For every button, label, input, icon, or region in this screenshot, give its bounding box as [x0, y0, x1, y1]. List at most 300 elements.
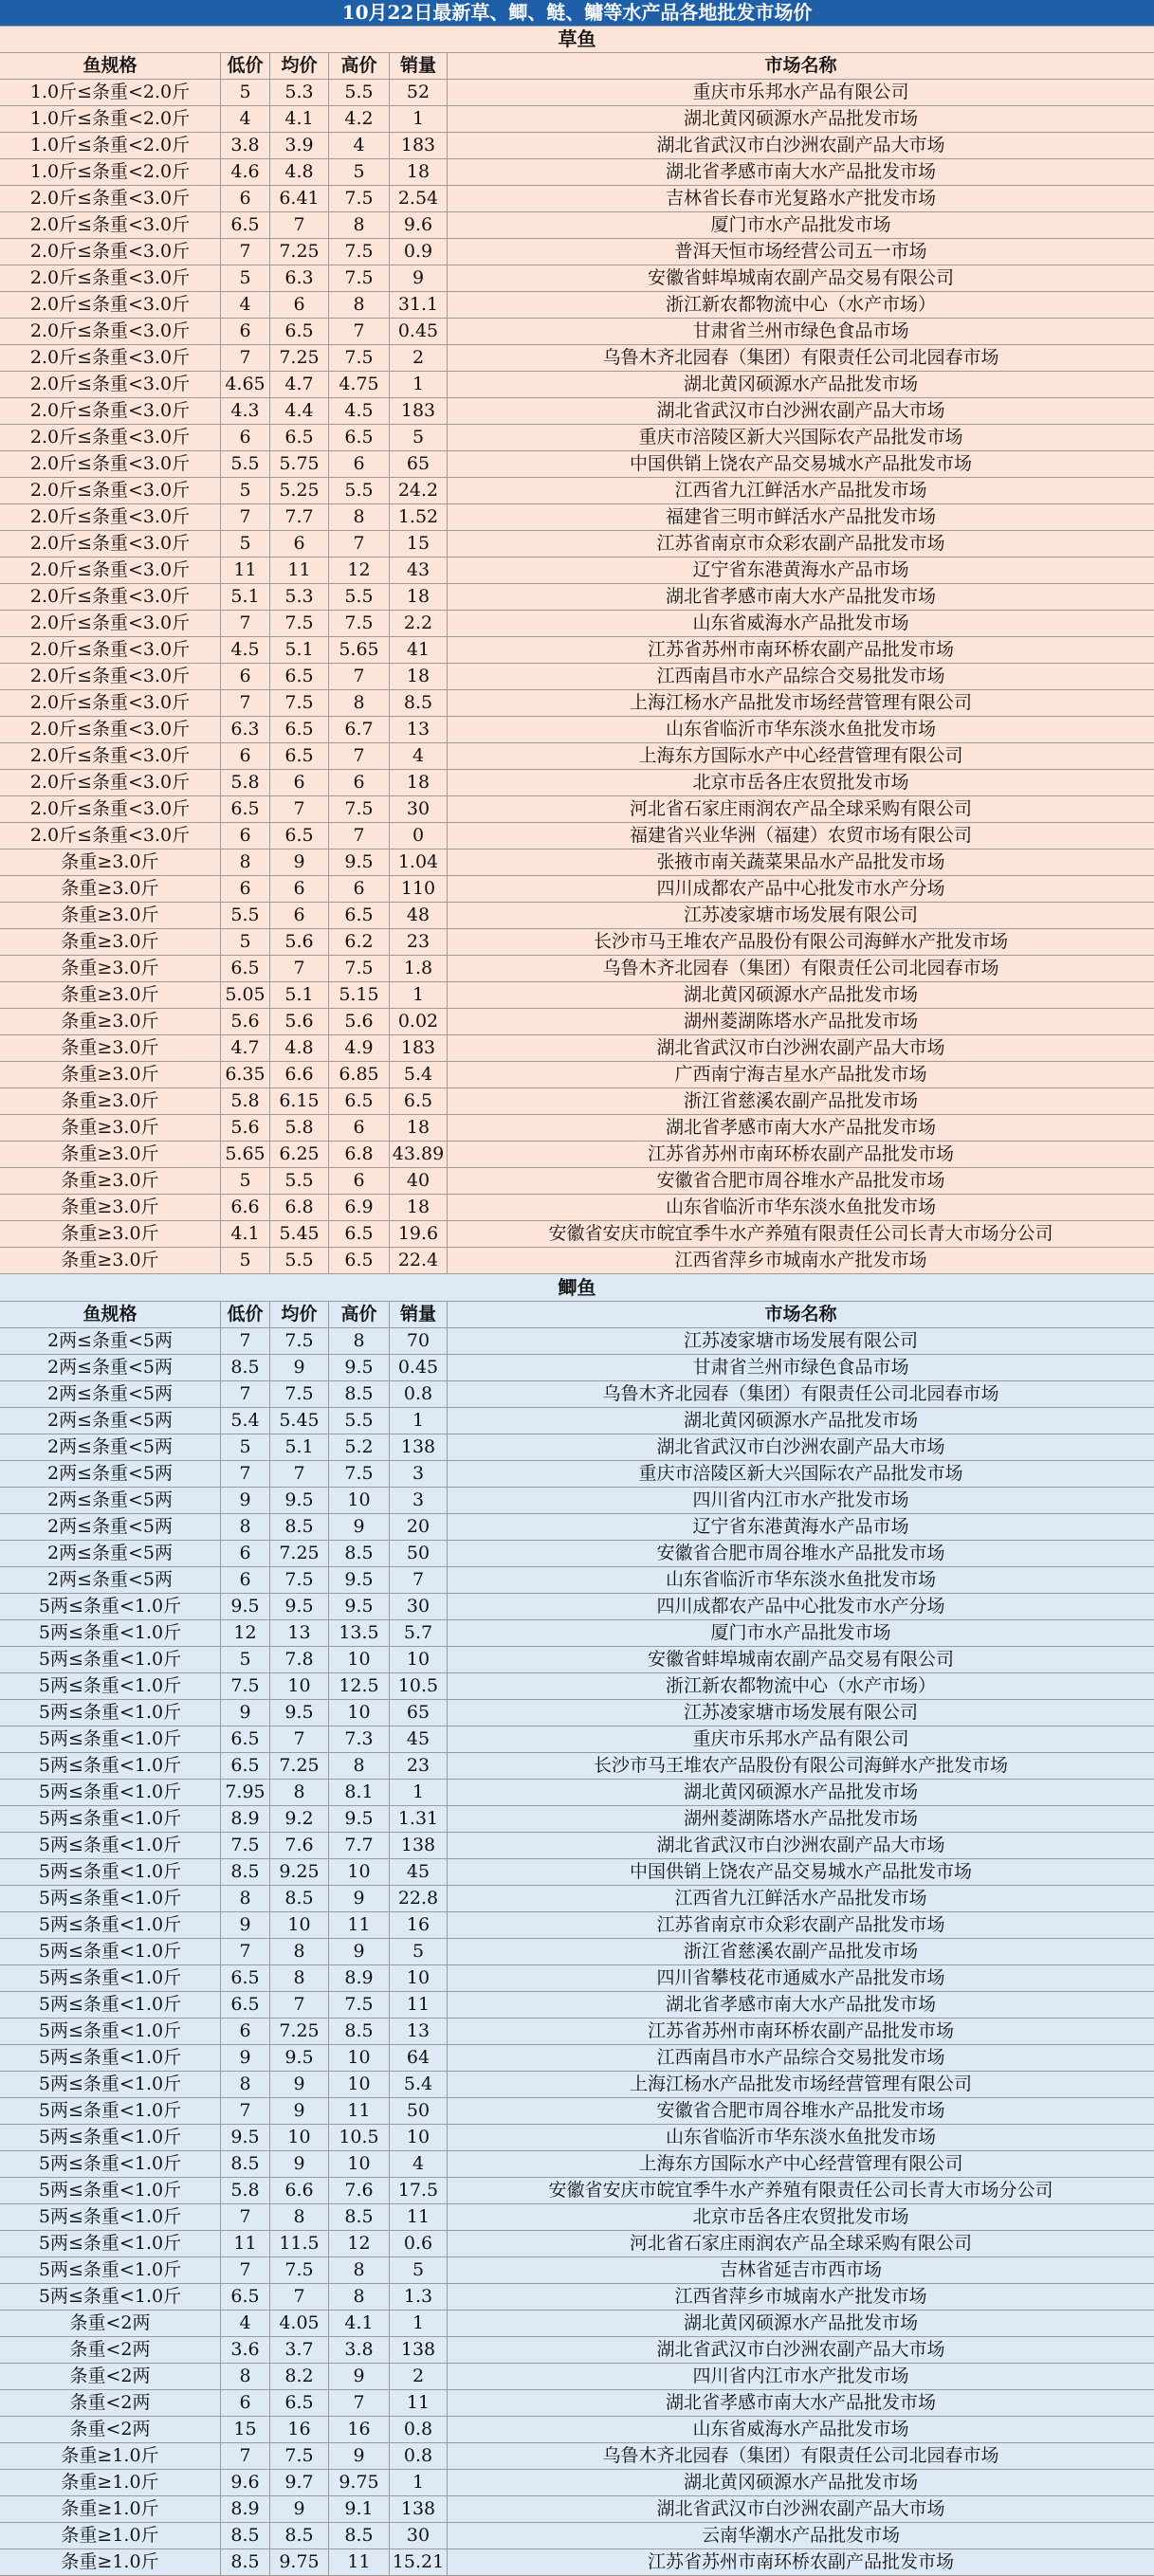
- row-cell-2: 6: [270, 770, 329, 795]
- row-cell-3: 9: [329, 1939, 390, 1964]
- row-cell-4: 0.8: [390, 1381, 448, 1407]
- row-cell-0: 5两≤条重<1.0斤: [0, 2045, 221, 2071]
- row-cell-3: 7: [329, 2390, 390, 2416]
- row-cell-2: 13: [270, 1620, 329, 1646]
- row-cell-4: 48: [390, 903, 448, 928]
- row-cell-3: 4.9: [329, 1035, 390, 1061]
- row-cell-1: 6.5: [221, 2284, 270, 2310]
- table-row: [0, 1620, 1154, 1647]
- row-cell-3: 7.7: [329, 1833, 390, 1858]
- row-cell-2: 6: [270, 292, 329, 318]
- row-cell-4: 0.6: [390, 2231, 448, 2256]
- row-cell-3: 7: [329, 823, 390, 849]
- row-cell-5: 重庆市乐邦水产品有限公司: [692, 1728, 909, 1749]
- row-cell-1: 6.3: [221, 717, 270, 742]
- table-row: [0, 796, 1154, 823]
- header-cell-0: 鱼规格: [0, 53, 221, 79]
- row-cell-4: 45: [390, 1726, 448, 1752]
- row-cell-0: 2.0斤≤条重<3.0斤: [0, 372, 221, 397]
- table-row: [0, 319, 1154, 345]
- row-cell-1: 8: [221, 850, 270, 875]
- row-cell-4: 7: [390, 1567, 448, 1593]
- row-cell-1: 3.6: [221, 2337, 270, 2363]
- row-cell-5: 湖北省武汉市白沙洲农副产品大市场: [656, 400, 945, 421]
- row-cell-2: 6.5: [270, 425, 329, 450]
- row-cell-1: 5: [221, 1434, 270, 1460]
- row-cell-5: 北京市岳各庄农贸批发市场: [692, 2206, 909, 2227]
- row-cell-5: 山东省临沂市华东淡水鱼批发市场: [665, 1569, 936, 1590]
- row-cell-2: 7: [270, 2284, 329, 2310]
- row-cell-1: 4: [221, 106, 270, 132]
- row-cell-5: 长沙市马王堆农产品股份有限公司海鲜水产批发市场: [593, 1755, 1008, 1776]
- table-row: [0, 1009, 1154, 1035]
- row-cell-3: 12.5: [329, 1673, 390, 1699]
- row-cell-0: 5两≤条重<1.0斤: [0, 1726, 221, 1752]
- table-row: [0, 1833, 1154, 1859]
- row-cell-5: 江西省九江鲜活水产品批发市场: [674, 480, 927, 501]
- row-cell-2: 7.5: [270, 611, 329, 636]
- row-cell-0: 条重≥3.0斤: [0, 1115, 221, 1141]
- row-cell-1: 5.65: [221, 1142, 270, 1167]
- row-cell-3: 7.3: [329, 1726, 390, 1752]
- row-cell-3: 3.8: [329, 2337, 390, 2363]
- row-cell-3: 16: [329, 2417, 390, 2442]
- row-cell-3: 9: [329, 2364, 390, 2389]
- row-cell-4: 5: [390, 2257, 448, 2283]
- row-cell-0: 2两≤条重<5两: [0, 1328, 221, 1354]
- table-row: [0, 1673, 1154, 1700]
- row-cell-3: 6.7: [329, 717, 390, 742]
- row-cell-5: 上海东方国际水产中心经营管理有限公司: [638, 2153, 963, 2174]
- row-cell-4: 138: [390, 2496, 448, 2522]
- table-row: [0, 2364, 1154, 2390]
- row-cell-3: 9.5: [329, 850, 390, 875]
- row-cell-5: 中国供销上饶农产品交易城水产品批发市场: [629, 1861, 972, 1882]
- row-cell-2: 5.75: [270, 451, 329, 477]
- row-cell-5: 重庆市涪陵区新大兴国际农产品批发市场: [638, 1463, 963, 1484]
- row-cell-3: 4: [329, 133, 390, 158]
- row-cell-4: 22.4: [390, 1248, 448, 1273]
- header-cell-4: 销量: [390, 1302, 448, 1327]
- row-cell-0: 5两≤条重<1.0斤: [0, 2151, 221, 2177]
- row-cell-0: 2.0斤≤条重<3.0斤: [0, 611, 221, 636]
- row-cell-0: 1.0斤≤条重<2.0斤: [0, 133, 221, 158]
- row-cell-3: 9: [329, 1886, 390, 1911]
- row-cell-4: 2.2: [390, 611, 448, 636]
- row-cell-3: 5.6: [329, 1009, 390, 1034]
- row-cell-3: 6.5: [329, 1221, 390, 1247]
- row-cell-4: 4: [390, 2151, 448, 2177]
- row-cell-4: 18: [390, 584, 448, 610]
- row-cell-3: 7.5: [329, 1461, 390, 1487]
- row-cell-0: 5两≤条重<1.0斤: [0, 1780, 221, 1805]
- row-cell-1: 7: [221, 239, 270, 265]
- row-cell-0: 2.0斤≤条重<3.0斤: [0, 770, 221, 795]
- row-cell-0: 5两≤条重<1.0斤: [0, 2072, 221, 2097]
- row-cell-3: 6: [329, 876, 390, 902]
- table-row: [0, 133, 1154, 159]
- row-cell-3: 5.5: [329, 80, 390, 105]
- row-cell-0: 条重≥3.0斤: [0, 903, 221, 928]
- row-cell-1: 7.95: [221, 1780, 270, 1805]
- row-cell-2: 7.5: [270, 2257, 329, 2283]
- row-cell-4: 16: [390, 1912, 448, 1938]
- table-row: [0, 717, 1154, 743]
- row-cell-4: 1.52: [390, 504, 448, 530]
- header-cell-3: 高价: [329, 53, 390, 79]
- row-cell-4: 23: [390, 1753, 448, 1779]
- row-cell-5: 浙江新农都物流中心（水产市场）: [665, 294, 936, 315]
- row-cell-2: 5.6: [270, 929, 329, 955]
- row-cell-2: 9.5: [270, 2045, 329, 2071]
- table-row: [0, 1647, 1154, 1673]
- row-cell-4: 24.2: [390, 478, 448, 503]
- row-cell-0: 条重≥3.0斤: [0, 1168, 221, 1194]
- table-row: [0, 2549, 1154, 2576]
- row-cell-0: 2.0斤≤条重<3.0斤: [0, 531, 221, 557]
- row-cell-1: 4.65: [221, 372, 270, 397]
- row-cell-2: 5.8: [270, 1115, 329, 1141]
- row-cell-4: 65: [390, 451, 448, 477]
- row-cell-5: 江苏省苏州市南环桥农副产品批发市场: [647, 2551, 954, 2572]
- row-cell-3: 11: [329, 1912, 390, 1938]
- row-cell-4: 31.1: [390, 292, 448, 318]
- row-cell-5: 辽宁省东港黄海水产品市场: [692, 559, 909, 580]
- row-cell-5: 湖北省武汉市白沙洲农副产品大市场: [656, 1037, 945, 1058]
- row-cell-1: 6: [221, 425, 270, 450]
- row-cell-3: 7.5: [329, 956, 390, 981]
- row-cell-3: 9.5: [329, 1594, 390, 1619]
- row-cell-5: 安徽省蚌埠城南农副产品交易有限公司: [647, 267, 954, 288]
- row-cell-0: 5两≤条重<1.0斤: [0, 1939, 221, 1964]
- row-cell-4: 10: [390, 2125, 448, 2150]
- row-cell-2: 11.5: [270, 2231, 329, 2256]
- table-row: [0, 929, 1154, 956]
- row-cell-0: 条重≥1.0斤: [0, 2443, 221, 2469]
- row-cell-1: 4.6: [221, 159, 270, 185]
- row-cell-3: 6: [329, 770, 390, 795]
- row-cell-5: 山东省临沂市华东淡水鱼批发市场: [665, 1197, 936, 1217]
- row-cell-2: 7.25: [270, 239, 329, 265]
- row-cell-5: 普洱天恒市场经营公司五一市场: [674, 241, 927, 262]
- row-cell-2: 9: [270, 2098, 329, 2124]
- row-cell-1: 7: [221, 2257, 270, 2283]
- row-cell-2: 9.5: [270, 1594, 329, 1619]
- table-row: [0, 2390, 1154, 2417]
- table-row: [0, 2417, 1154, 2443]
- table-row: [0, 186, 1154, 212]
- table-row: [0, 2151, 1154, 2178]
- row-cell-1: 9: [221, 1912, 270, 1938]
- row-cell-5: 山东省临沂市华东淡水鱼批发市场: [665, 2127, 936, 2147]
- row-cell-0: 2两≤条重<5两: [0, 1408, 221, 1434]
- table-row: [0, 611, 1154, 637]
- row-cell-1: 5.8: [221, 1088, 270, 1114]
- row-cell-5: 安徽省安庆市皖宜季牛水产养殖有限责任公司长青大市场分公司: [548, 2180, 1053, 2201]
- row-cell-1: 6: [221, 1541, 270, 1566]
- row-cell-5: 云南华潮水产品批发市场: [701, 2525, 900, 2546]
- row-cell-0: 2.0斤≤条重<3.0斤: [0, 504, 221, 530]
- row-cell-3: 8.9: [329, 1965, 390, 1991]
- row-cell-5: 江西省萍乡市城南水产批发市场: [674, 1250, 927, 1270]
- table-row: [0, 1035, 1154, 1062]
- row-cell-1: 4: [221, 2311, 270, 2336]
- row-cell-5: 山东省威海水产品批发市场: [692, 612, 909, 633]
- row-cell-4: 18: [390, 1195, 448, 1220]
- row-cell-0: 2两≤条重<5两: [0, 1541, 221, 1566]
- row-cell-5: 辽宁省东港黄海水产品市场: [692, 1516, 909, 1537]
- row-cell-1: 7.5: [221, 1833, 270, 1858]
- row-cell-2: 7: [270, 1992, 329, 2018]
- row-cell-0: 条重<2两: [0, 2390, 221, 2416]
- row-cell-2: 5.1: [270, 637, 329, 663]
- row-cell-5: 张掖市南关蔬菜果品水产品批发市场: [656, 851, 945, 872]
- row-cell-4: 183: [390, 1035, 448, 1061]
- row-cell-5: 安徽省蚌埠城南农副产品交易有限公司: [647, 1649, 954, 1670]
- row-cell-4: 10: [390, 1647, 448, 1672]
- row-cell-0: 条重<2两: [0, 2364, 221, 2389]
- row-cell-0: 5两≤条重<1.0斤: [0, 1859, 221, 1885]
- row-cell-5: 湖北省孝感市南大水产品批发市场: [665, 1994, 936, 2015]
- row-cell-5: 四川省内江市水产批发市场: [692, 2366, 909, 2386]
- table-row: [0, 1381, 1154, 1408]
- row-cell-4: 1.3: [390, 2284, 448, 2310]
- row-cell-5: 安徽省安庆市皖宜季牛水产养殖有限责任公司长青大市场分公司: [548, 1223, 1053, 1244]
- row-cell-4: 43.89: [390, 1142, 448, 1167]
- row-cell-5: 湖北省武汉市白沙洲农副产品大市场: [656, 2498, 945, 2519]
- table-row: [0, 664, 1154, 690]
- row-cell-1: 6: [221, 743, 270, 769]
- row-cell-1: 7: [221, 611, 270, 636]
- table-row: [0, 398, 1154, 425]
- row-cell-3: 7: [329, 743, 390, 769]
- row-cell-1: 6.6: [221, 1195, 270, 1220]
- row-cell-0: 条重≥1.0斤: [0, 2549, 221, 2575]
- row-cell-1: 6.5: [221, 956, 270, 981]
- row-cell-3: 6.5: [329, 1088, 390, 1114]
- row-cell-2: 5.5: [270, 1168, 329, 1194]
- row-cell-5: 浙江省慈溪农副产品批发市场: [683, 1090, 918, 1111]
- row-cell-3: 8.5: [329, 2019, 390, 2044]
- row-cell-0: 1.0斤≤条重<2.0斤: [0, 80, 221, 105]
- row-cell-3: 7: [329, 531, 390, 557]
- row-cell-3: 9.5: [329, 1355, 390, 1380]
- row-cell-1: 6.5: [221, 1753, 270, 1779]
- table-row: [0, 1965, 1154, 1992]
- row-cell-2: 9: [270, 2496, 329, 2522]
- row-cell-3: 10: [329, 2072, 390, 2097]
- row-cell-0: 2.0斤≤条重<3.0斤: [0, 796, 221, 822]
- row-cell-5: 吉林省延吉市西市场: [719, 2259, 882, 2280]
- row-cell-1: 5: [221, 1168, 270, 1194]
- row-cell-1: 6: [221, 1567, 270, 1593]
- row-cell-3: 11: [329, 2098, 390, 2124]
- row-cell-5: 北京市岳各庄农贸批发市场: [692, 772, 909, 793]
- row-cell-5: 安徽省合肥市周谷堆水产品批发市场: [656, 1543, 945, 1563]
- row-cell-1: 6.5: [221, 1992, 270, 2018]
- row-cell-0: 条重≥1.0斤: [0, 2523, 221, 2549]
- row-cell-2: 5.1: [270, 1434, 329, 1460]
- row-cell-5: 福建省三明市鲜活水产品批发市场: [665, 506, 936, 527]
- row-cell-0: 条重<2两: [0, 2417, 221, 2442]
- row-cell-0: 2两≤条重<5两: [0, 1488, 221, 1513]
- row-cell-1: 8.9: [221, 2496, 270, 2522]
- row-cell-1: 5: [221, 265, 270, 291]
- row-cell-1: 8.5: [221, 2549, 270, 2575]
- row-cell-3: 7: [329, 664, 390, 689]
- row-cell-0: 1.0斤≤条重<2.0斤: [0, 106, 221, 132]
- row-cell-4: 138: [390, 1434, 448, 1460]
- row-cell-5: 湖北黄冈硕源水产品批发市场: [683, 2312, 918, 2333]
- row-cell-5: 安徽省合肥市周谷堆水产品批发市场: [656, 1170, 945, 1191]
- table-row: [0, 956, 1154, 982]
- row-cell-1: 3.8: [221, 133, 270, 158]
- row-cell-4: 70: [390, 1328, 448, 1354]
- row-cell-4: 1.31: [390, 1806, 448, 1832]
- table-row: [0, 1886, 1154, 1912]
- row-cell-4: 15: [390, 531, 448, 557]
- row-cell-4: 1: [390, 2470, 448, 2495]
- row-cell-2: 10: [270, 1912, 329, 1938]
- row-cell-4: 22.8: [390, 1886, 448, 1911]
- row-cell-3: 9.5: [329, 1567, 390, 1593]
- row-cell-0: 条重≥3.0斤: [0, 1221, 221, 1247]
- row-cell-1: 5.6: [221, 1115, 270, 1141]
- row-cell-0: 5两≤条重<1.0斤: [0, 1833, 221, 1858]
- table-row: [0, 292, 1154, 319]
- row-cell-0: 2.0斤≤条重<3.0斤: [0, 690, 221, 716]
- table-row: [0, 1195, 1154, 1221]
- row-cell-2: 3.9: [270, 133, 329, 158]
- row-cell-4: 43: [390, 557, 448, 583]
- row-cell-4: 18: [390, 159, 448, 185]
- row-cell-5: 湖北省孝感市南大水产品批发市场: [665, 586, 936, 607]
- row-cell-0: 5两≤条重<1.0斤: [0, 2178, 221, 2203]
- row-cell-2: 5.5: [270, 1248, 329, 1273]
- table-row: [0, 2311, 1154, 2337]
- row-cell-4: 138: [390, 2337, 448, 2363]
- row-cell-1: 6: [221, 2019, 270, 2044]
- table-row: [0, 1168, 1154, 1195]
- row-cell-5: 江苏凌家塘市场发展有限公司: [683, 1330, 918, 1351]
- row-cell-4: 11: [390, 1992, 448, 2018]
- row-cell-3: 9.5: [329, 1806, 390, 1832]
- row-cell-0: 2.0斤≤条重<3.0斤: [0, 425, 221, 450]
- table-row: [0, 1248, 1154, 1274]
- row-cell-2: 9.2: [270, 1806, 329, 1832]
- row-cell-1: 8: [221, 1514, 270, 1540]
- table-row: [0, 876, 1154, 903]
- row-cell-0: 条重≥3.0斤: [0, 1195, 221, 1220]
- row-cell-3: 8: [329, 2257, 390, 2283]
- row-cell-2: 6.25: [270, 1142, 329, 1167]
- table-row: [0, 1461, 1154, 1488]
- row-cell-5: 湖北省武汉市白沙洲农副产品大市场: [656, 135, 945, 155]
- row-cell-1: 6.5: [221, 1726, 270, 1752]
- row-cell-5: 上海江杨水产品批发市场经营管理有限公司: [629, 692, 972, 713]
- row-cell-2: 9.75: [270, 2549, 329, 2575]
- table-row: [0, 159, 1154, 186]
- row-cell-5: 重庆市涪陵区新大兴国际农产品批发市场: [638, 427, 963, 448]
- row-cell-4: 0: [390, 823, 448, 849]
- row-cell-3: 4.2: [329, 106, 390, 132]
- table-title: 10月22日最新草、鲫、鲢、鳙等水产品各地批发市场价: [0, 0, 1154, 27]
- row-cell-3: 7: [329, 319, 390, 344]
- row-cell-0: 条重≥3.0斤: [0, 1142, 221, 1167]
- row-cell-1: 5: [221, 1248, 270, 1273]
- row-cell-5: 吉林省长春市光复路水产批发市场: [665, 188, 936, 209]
- row-cell-5: 湖北省武汉市白沙洲农副产品大市场: [656, 1835, 945, 1855]
- row-cell-0: 5两≤条重<1.0斤: [0, 1965, 221, 1991]
- row-cell-3: 6.5: [329, 903, 390, 928]
- row-cell-1: 7: [221, 690, 270, 716]
- row-cell-0: 2.0斤≤条重<3.0斤: [0, 637, 221, 663]
- row-cell-5: 上海东方国际水产中心经营管理有限公司: [638, 745, 963, 766]
- row-cell-4: 23: [390, 929, 448, 955]
- row-cell-2: 9: [270, 2072, 329, 2097]
- row-cell-0: 条重≥3.0斤: [0, 982, 221, 1008]
- header-cell-2: 均价: [270, 1302, 329, 1327]
- row-cell-0: 2.0斤≤条重<3.0斤: [0, 398, 221, 424]
- table-row: [0, 2284, 1154, 2311]
- row-cell-3: 8.5: [329, 2204, 390, 2230]
- row-cell-3: 6.5: [329, 1248, 390, 1273]
- row-cell-4: 9: [390, 265, 448, 291]
- row-cell-1: 6: [221, 319, 270, 344]
- table-row: [0, 1408, 1154, 1434]
- row-cell-4: 13: [390, 717, 448, 742]
- row-cell-0: 2.0斤≤条重<3.0斤: [0, 345, 221, 371]
- row-cell-5: 江苏省苏州市南环桥农副产品批发市场: [647, 639, 954, 660]
- table-row: [0, 1594, 1154, 1620]
- row-cell-0: 2.0斤≤条重<3.0斤: [0, 717, 221, 742]
- row-cell-3: 5: [329, 159, 390, 185]
- row-cell-1: 7: [221, 2204, 270, 2230]
- table-row: [0, 106, 1154, 133]
- table-row: [0, 903, 1154, 929]
- row-cell-2: 10: [270, 1673, 329, 1699]
- table-row: [0, 743, 1154, 770]
- row-cell-3: 12: [329, 2231, 390, 2256]
- row-cell-3: 5.5: [329, 478, 390, 503]
- row-cell-0: 5两≤条重<1.0斤: [0, 1620, 221, 1646]
- row-cell-0: 2两≤条重<5两: [0, 1461, 221, 1487]
- table-row: [0, 1992, 1154, 2019]
- header-cell-2: 均价: [270, 53, 329, 79]
- header-cell-0: 鱼规格: [0, 1302, 221, 1327]
- row-cell-4: 64: [390, 2045, 448, 2071]
- row-cell-3: 9: [329, 1514, 390, 1540]
- row-cell-1: 8: [221, 2072, 270, 2097]
- row-cell-1: 6: [221, 2390, 270, 2416]
- row-cell-0: 2.0斤≤条重<3.0斤: [0, 212, 221, 238]
- row-cell-1: 5: [221, 531, 270, 557]
- row-cell-3: 8: [329, 1328, 390, 1354]
- table-row: [0, 345, 1154, 372]
- row-cell-5: 厦门市水产品批发市场: [710, 1622, 891, 1643]
- row-cell-4: 17.5: [390, 2178, 448, 2203]
- row-cell-1: 9.5: [221, 1594, 270, 1619]
- row-cell-0: 2.0斤≤条重<3.0斤: [0, 265, 221, 291]
- row-cell-2: 4.1: [270, 106, 329, 132]
- row-cell-4: 0.8: [390, 2443, 448, 2469]
- row-cell-5: 湖北省武汉市白沙洲农副产品大市场: [656, 1436, 945, 1457]
- row-cell-0: 5两≤条重<1.0斤: [0, 2204, 221, 2230]
- table-row: [0, 1567, 1154, 1594]
- row-cell-5: 湖北黄冈硕源水产品批发市场: [683, 108, 918, 129]
- row-cell-5: 江苏省苏州市南环桥农副产品批发市场: [647, 2020, 954, 2041]
- table-row: [0, 2470, 1154, 2496]
